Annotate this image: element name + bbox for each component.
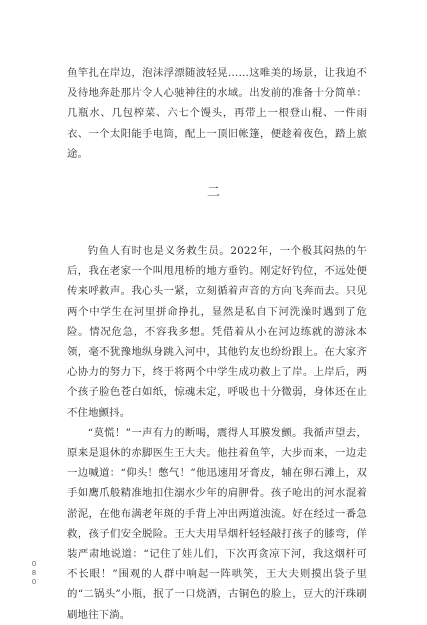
section-heading: 二 [206, 185, 220, 200]
text-block-section-one [67, 63, 367, 164]
page-number: 080 [31, 560, 37, 586]
text-block-section-two [67, 241, 367, 625]
paragraph-continuation: 鱼竿扎在岸边，泡沫浮漂随波轻晃……这唯美的场景，让我迫不及待地奔赴那片令人心驰神往的水域。出发前的准备十分简单：几瓶水、几包榨菜、六七个馒头，再带上一根登山棍、一件雨衣、一个太阳能手电筒，配上一顶旧帐篷，便趁着夜色，踏上旅途。 [67, 67, 367, 160]
paragraph: 钓鱼人有时也是义务救生员。2022年，一个极其闷热的午后，我在老家一个叫甩甩桥的地方垂钓。刚定好钓位，不远处便传来呼救声。我心头一紧，立刻循着声音的方向飞奔而去。只见两个中学生在河里拼命挣扎，显然是私自下河洗澡时遇到了危险。情况危急，不容我多想。凭借着从小在河边练就的游泳本领，毫不犹豫地纵身跳入河中，其他钓友也纷纷跟上。在大家齐心协力的努力下，终于将两个中学生成功救上了岸。上岸后，两个孩子脸色苍白如纸，惊魂未定，呼吸也十分微弱，身体还在止不住地颤抖。 [67, 245, 367, 419]
paragraph: “莫慌！”一声有力的断喝，震得人耳膜发颤。我循声望去，原来是退休的赤脚医生王大夫。他拄着鱼竿，大步而来，一边走一边喊道：“仰头！憋气！”他迅速用牙膏皮，辅在卵石滩上，双手如鹰爪般精准地扣住溺水少年的肩胛骨。孩子呛出的河水混着淤泥，在他布满老年斑的手背上冲出两道浊流。好在经过一番急救，孩子们安全脱险。王大夫用旱烟杆轻轻敲打孩子的膝弯，佯装严肃地说道：“记住了娃儿们，下次再贪凉下河，我这烟杆可不长眼！”围观的人群中响起一阵哄笑，王大夫则摸出袋子里的“二锅头”小瓶，抿了一口烧酒，古铜色的脸上，豆大的汗珠刷刷地往下淌。 [67, 426, 367, 621]
